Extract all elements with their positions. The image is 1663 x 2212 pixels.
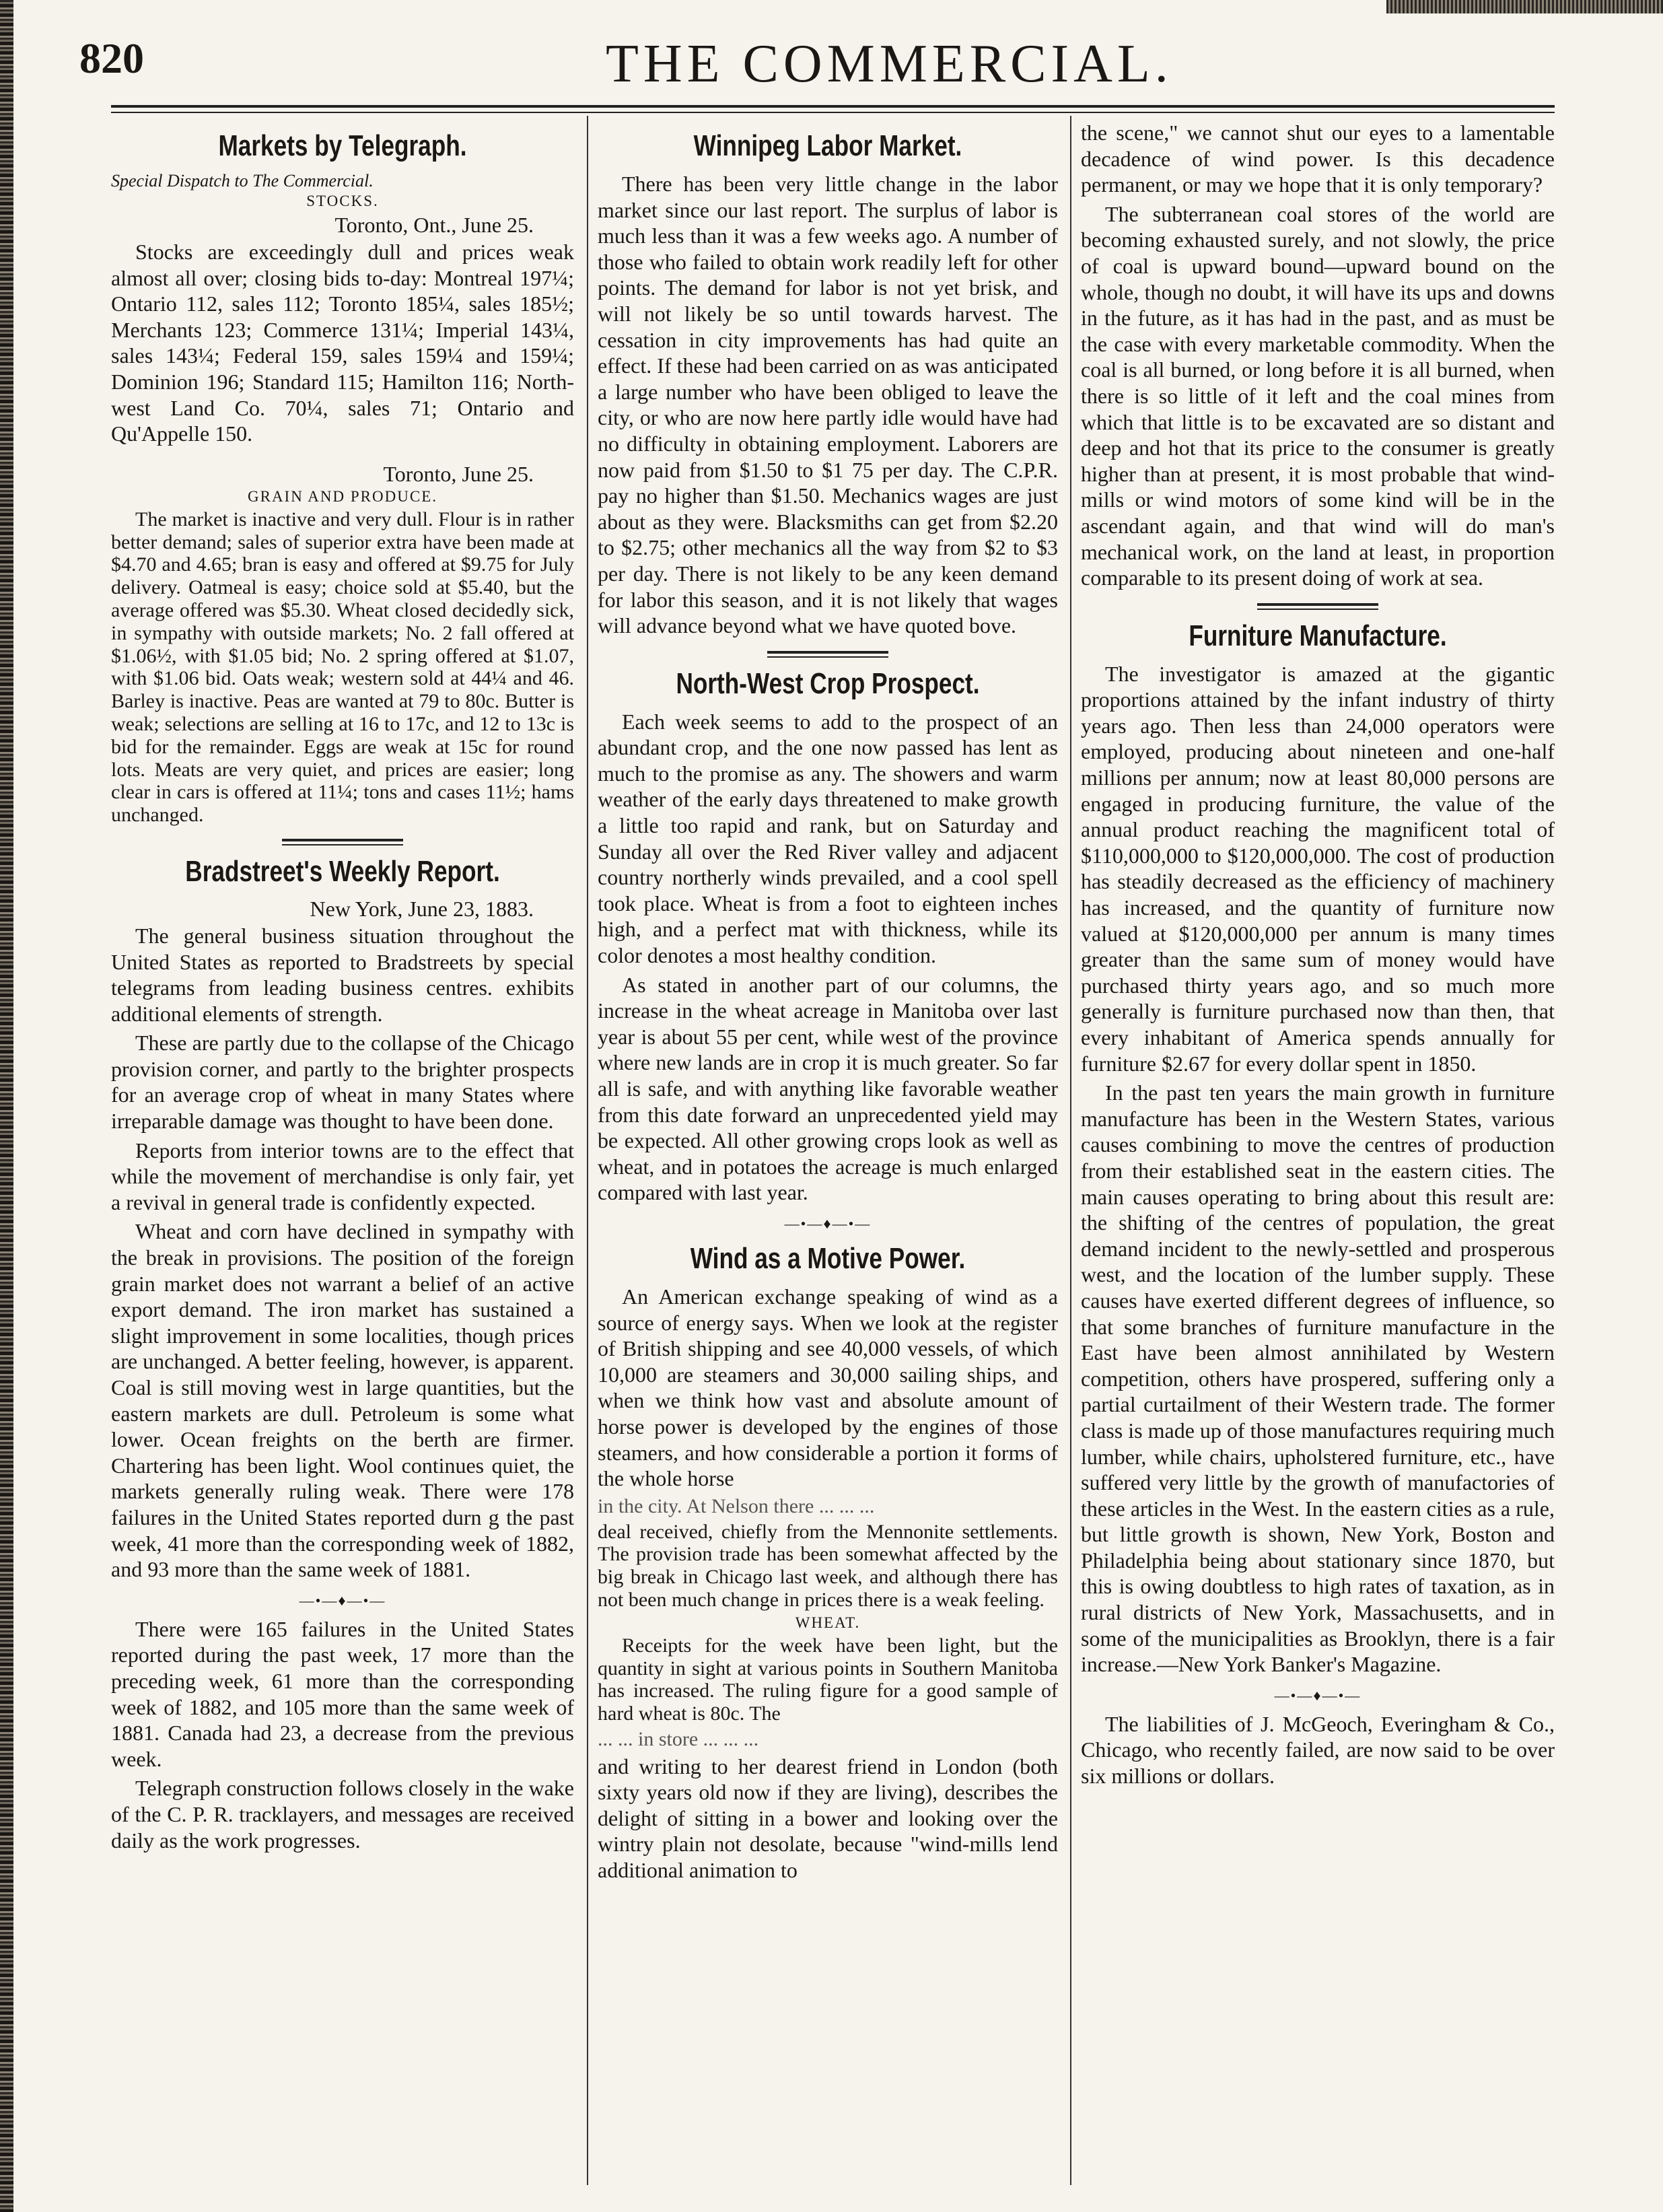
wind-heading: Wind as a Motive Power. (690, 1241, 966, 1275)
grain-label: GRAIN AND PRODUCE. (248, 487, 437, 505)
wheat-label: WHEAT. (795, 1614, 861, 1631)
column-2 (598, 120, 1058, 1887)
page-binding-edge (0, 0, 13, 2212)
column-3 (1081, 120, 1555, 1793)
ornament-divider: —•—♦—•— (784, 1214, 872, 1232)
winnipeg-paragraph: There has been very little change in the labor market since our last report. The surplus of labor is much less than it was a few weeks ago. A number of those who failed to obtain work readily left for other points. The demand for labor is not yet brisk, and will not likely be so until towards harvest. The cessation in city improvements has had quite an effect. If these had been carried on as was anticipated a large number who have been obliged to leave the city, or who are now here partly idle would have had no difficulty in obtaining employment. Laborers are now paid from $1.50 to $1 75 per day. The C.P.R. pay no higher than $1.50. Mechanics wages are just about as they were. Blacksmiths can get from $2.20 to $2.75; other mechanics all the way from $2 to $3 per day. There is not likely to be any keen demand for labor this season, and it is not likely that wages will advance beyond what we have quoted bove. (598, 172, 1058, 638)
tail-fragment: ... ... in store ... ... ... (598, 1727, 759, 1750)
crop-paragraph: As stated in another part of our columns, the increase in the wheat acreage in Manitoba over last year is about 55 per cent, while west of the province where new lands are in crop it is much greater. So far all is safe, and with anything like favorable weather from this date forward an unprecedented yield may be expected. All other growing crops look as well as wheat, and in potatoes the acreage is much enlarged compared with last year. (598, 972, 1058, 1205)
furniture-paragraph: In the past ten years the main growth in furniture manufacture has been in the Western States, various causes combining to move the centres of production from their established seat in the eastern cities. The main causes operating to bring about this result are: the shifting of the centres of population, the great demand incident to the newly-settled and prosperous west, and the location of the lumber supply. These causes have exerted different degrees of influence, so that some branches of furniture manufacture in the East have been almost annihilated by Western competition, others have prospered, suffering only a partial curtailment of their Western trade. The former class is made up of those manufactures requiring much lumber, while chairs, upholstered furniture, etc., have suffered very little by the growth of manufactories of these articles in the West. In the eastern cities as a rule, but little growth is shown, New York, Boston and Philadelphia being about stationary since 1870, but this is owing doubtless to high rates of taxation, as in rural districts of New York, Massachusetts, and in some of the municipalities as Brooklyn, there is a fair increase.—New York Banker's Magazine. (1081, 1080, 1555, 1677)
telegraph-paragraph: Telegraph construction follows closely in the wake of the C. P. R. tracklayers, and messages are received daily as the work progresses. (111, 1776, 574, 1853)
column-divider-2 (1070, 116, 1071, 2185)
bradstreet-paragraph: These are partly due to the collapse of the Chicago provision corner, and partly to the brighter prospects for an average crop of wheat in many States where irreparable damage was thought to have been done. (111, 1031, 574, 1134)
failures-paragraph: There were 165 failures in the United States reported during the past week, 17 more than the preceding week, 61 more than the corresponding week of 1882, and 105 more than the same week of 1881. Canada had 23, a decrease from the previous week. (111, 1616, 574, 1771)
header-rule (111, 105, 1555, 108)
crop-paragraph: Each week seems to add to the prospect of an abundant crop, and the one now passed has lent as much to the promise as any. The showers and warm weather of the early days threatened to make growth a little too rapid and rank, but on Saturday and Sunday all over the Red River valley and adjacent country northerly winds prevailed, and a cool spell took place. Wheat is from a foot to eighteen inches high, and a perfect mat with thickness, while its color denotes a most healthy condition. (598, 709, 1058, 968)
scan-edge-band (1386, 0, 1663, 13)
stocks-paragraph: Stocks are exceedingly dull and prices weak almost all over; closing bids to-day: Montreal 197¼; Ontario 112, sales 112; Toronto 185¼, sales 185½; Merchants 123; Commerce 131¼; Imperial 143¼, sales 143¼; Federal 159, sales 159¼ and 159¼; Dominion 196; Standard 115; Hamilton 116; North-west Land Co. 70¼, sales 71; Ontario and Qu'Appelle 150. (111, 240, 574, 446)
stocks-label: STOCKS. (306, 193, 379, 209)
furniture-heading: Furniture Manufacture. (1189, 619, 1447, 652)
furniture-paragraph: The investigator is amazed at the gigantic proportions attained by the infant industry of thirty years ago. Then less than 24,000 operators were employed, producing about nineteen and one-half millions per annum; now at least 80,000 persons are engaged in producing furniture, the value of the annual product reaching the magnificent total of $110,000,000 to $120,000,000. The cost of production has steadily decreased as the efficiency of machinery has increased, and the quantity of furniture now valued at $120,000,000 per annum is many times greater than the same sum of money would have purchased thirty years ago, and so much more generally is furniture purchased now than then, that every inhabitant of America spends annually for furniture $2.67 for every dollar spent in 1850. (1081, 661, 1555, 1076)
mcgeoch-paragraph: The liabilities of J. McGeoch, Everingham & Co., Chicago, who recently failed, are now said to be over six millions or dollars. (1081, 1711, 1555, 1789)
misprint-paragraph: deal received, chiefly from the Mennonite settlements. The provision trade has been somewhat affected by the big break in Chicago last week, and although there has not been much change in prices there is a weak feeling. (598, 1520, 1058, 1611)
bradstreet-paragraph: The general business situation throughout the United States as reported to Bradstreets by special telegrams from leading business centres. exhibits additional elements of strength. (111, 923, 574, 1026)
ornament-divider: —•—♦—•— (299, 1591, 386, 1609)
coal-paragraph: The subterranean coal stores of the world are becoming exhausted surely, and not slowly, the price of coal is upward bound—upward bound on the whole, though no doubt, it will have its ups and downs in the future, as it has had in the past, and as must be the case with every marketable commodity. When the coal is all burned, or long before it is all burned, when there is so little of it left and the coal mines from which that little is to be excavated are so distant and deep and hot that its price to the consumer is greatly higher than at present, it is most probable that wind-mills or wind motors of some kind will be in the ascendant again, and that wind will do man's mechanical work, on the land at least, in proportion comparable to its present doing of work at sea. (1081, 201, 1555, 590)
bradstreet-paragraph: Wheat and corn have declined in sympathy with the break in provisions. The position of the foreign grain market does not warrant a belief of an active export demand. The iron market has sustained a slight improvement in some localities, though prices are unchanged. A better feeling, however, is apparent. Coal is still moving west in large quantities, but the eastern markets are dull. Petroleum is some what lower. Ocean freights on the berth are firmer. Chartering has been light. Wool continues quiet, the markets generally ruling weak. There were 178 failures in the United States reported durn g the past week, 41 more than the corresponding week of 1882, and 93 more than the same week of 1881. (111, 1219, 574, 1582)
wind-continuation: and writing to her dearest friend in London (both sixty years old now if they are living), describes the delight of sitting in a bower and looking over the wintry plain not desolate, because "wind-mills lend additional animation to (598, 1754, 1058, 1883)
bradstreet-dateline: New York, June 23, 1883. (310, 896, 534, 921)
ornament-divider: —•—♦—•— (1274, 1686, 1361, 1704)
winnipeg-heading: Winnipeg Labor Market. (693, 129, 962, 162)
wind-paragraph: An American exchange speaking of wind as a source of energy says. When we look at the register of British shipping and see 40,000 vessels, of which 10,000 are steamers and 30,000 sailing ships, and when we think how vast and absolute amount of horse power is developed by the engines of those steamers, and how considerable a portion it forms of the whole horse (598, 1284, 1058, 1491)
masthead-title: THE COMMERCIAL. (606, 34, 1173, 94)
header-rule-thin (111, 112, 1555, 113)
section-separator (282, 839, 403, 845)
column-1 (111, 120, 574, 1857)
misprint-fragment: in the city. At Nelson there ... ... ... (598, 1494, 875, 1517)
wheat-paragraph: Receipts for the week have been light, but the quantity in sight at various points in Southern Manitoba has increased. The ruling figure for a good sample of hard wheat is 80c. The (598, 1634, 1058, 1725)
stocks-dateline: Toronto, Ont., June 25. (334, 213, 534, 237)
section-separator (1257, 603, 1378, 610)
wind-continued-paragraph: the scene," we cannot shut our eyes to a lamentable decadence of wind power. Is this decadence permanent, or may we hope that it is only temporary? (1081, 120, 1555, 197)
section-separator (767, 651, 888, 658)
markets-heading: Markets by Telegraph. (218, 129, 467, 162)
bradstreet-heading: Bradstreet's Weekly Report. (185, 854, 500, 888)
bradstreet-paragraph: Reports from interior towns are to the effect that while the movement of merchandise is only fair, yet a revival in general trade is confidently expected. (111, 1138, 574, 1214)
column-divider-1 (587, 116, 588, 2185)
grain-paragraph: The market is inactive and very dull. Flour is in rather better demand; sales of superior extra have been made at $4.70 and 4.65; bran is easy and offered at $9.75 for July delivery. Oatmeal is easy; choice sold at $5.40, but the average offered was $5.30. Wheat closed decidedly sick, in sympathy with outside markets; No. 2 fall offered at $1.06½, with $1.05 bid; No. 2 spring offered at $1.07, with $1.06 bid. Oats weak; western sold at 44¼ and 46. Barley is inactive. Peas are wanted at 79 to 80c. Butter is weak; selections are selling at 16 to 17c, and 12 to 13c is bid for the remainder. Eggs are weak at 15c for round lots. Meats are very quiet, and prices are easier; long clear in cars is offered at 11¼; tons and cases 11½; hams unchanged. (111, 508, 574, 827)
page-number: 820 (79, 34, 144, 82)
markets-dispatch: Special Dispatch to The Commercial. (111, 171, 374, 191)
crop-heading: North-West Crop Prospect. (676, 666, 980, 700)
grain-dateline: Toronto, June 25. (383, 461, 534, 486)
